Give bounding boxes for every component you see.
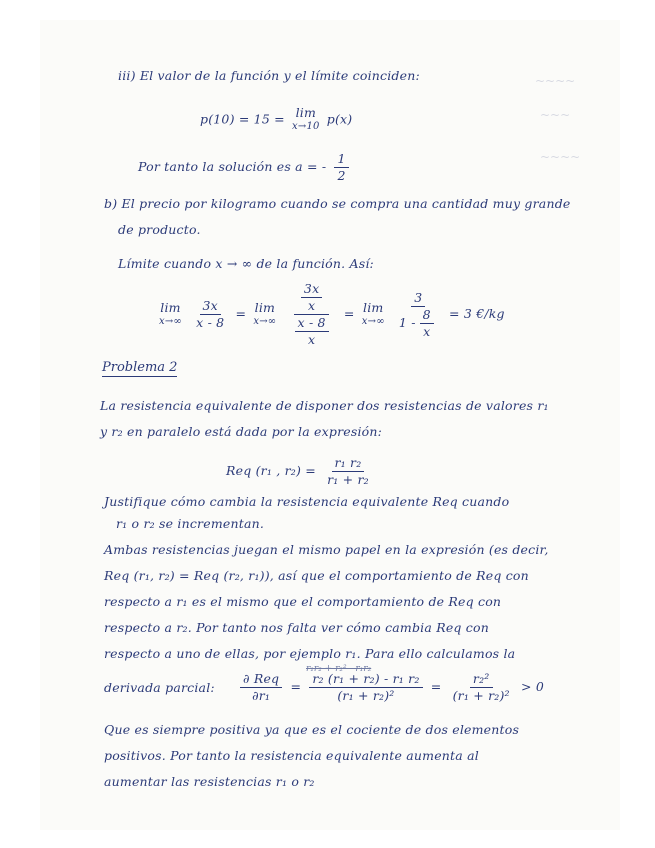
problem-2-heading: Problema 2 [102, 360, 178, 375]
answer-line3: respecto a r₁ es el mismo que el comportamiento de Req con [104, 594, 502, 609]
partial-derivative-equation: $\frac{\text{∂ Req}}{\text{∂r₁}}$ = $\frac{\text{r₂ (r₁ + r₂) - r₁ r₂}}{\text{(r₁ + r₂)²}}$ = $\frac{\text{r₂²}}{\text{(r₁ + r₂)²}}$ > 0 [236, 672, 544, 703]
answer-line1: Ambas resistencias juegan el mismo papel en la expresión (es decir, [104, 542, 549, 557]
bleed-through-text: ~~~~ [540, 150, 581, 164]
answer-line6: derivada parcial: [104, 680, 215, 695]
solution-line: Por tanto la solución es a = - $\frac{1}{2}$ [138, 152, 353, 183]
conclusion-line2: positivos. Por tanto la resistencia equivalente aumenta al [104, 748, 479, 763]
answer-line2: Req (r₁, r₂) = Req (r₂, r₁)), así que el comportamiento de Req con [104, 568, 529, 583]
answer-line5: respecto a uno de ellas, por ejemplo r₁. Para ello calculamos la [104, 646, 516, 661]
problem2-line3: Justifique cómo cambia la resistencia equivalente Req cuando [104, 494, 510, 509]
price-limit-equation: lim x→∞ $\frac{3x}{x - 8}$ = lim x→∞ $\frac{\frac{3x}{x}}{\frac{x - 8}{x}}$ = lim x→∞ 3 1 - $\frac{8}{x}$ = 3 €/kg [159, 281, 505, 347]
crossed-note: r₁r₂ + r₂² - r₁r₂ [306, 664, 372, 674]
section-b-line1: b) El precio por kilogramo cuando se compra una cantidad muy grande [104, 196, 571, 211]
conclusion-line3: aumentar las resistencias r₁ o r₂ [104, 774, 315, 789]
item-iii-text: iii) El valor de la función y el límite coinciden: [118, 68, 420, 83]
problem2-line1: La resistencia equivalente de disponer dos resistencias de valores r₁ [100, 398, 549, 413]
answer-line4: respecto a r₂. Por tanto nos falta ver cómo cambia Req con [104, 620, 489, 635]
p-limit-equation: p(10) = 15 = lim x→10 p(x) [200, 105, 353, 132]
problem2-line4: r₁ o r₂ se incrementan. [116, 516, 265, 531]
problem2-line2: y r₂ en paralelo está dada por la expresión: [100, 424, 383, 439]
section-b-line3: Límite cuando x → ∞ de la función. Así: [118, 256, 374, 271]
bleed-through-text: ~~~ [540, 108, 571, 122]
conclusion-line1: Que es siempre positiva ya que es el cociente de dos elementos [104, 722, 520, 737]
req-expression: Req (r₁ , r₂) = $\frac{\text{r₁ r₂}}{\text{r₁ + r₂}}$ [226, 455, 369, 487]
bleed-through-text: ~~~~ [535, 74, 576, 88]
section-b-line2: de producto. [118, 222, 201, 237]
